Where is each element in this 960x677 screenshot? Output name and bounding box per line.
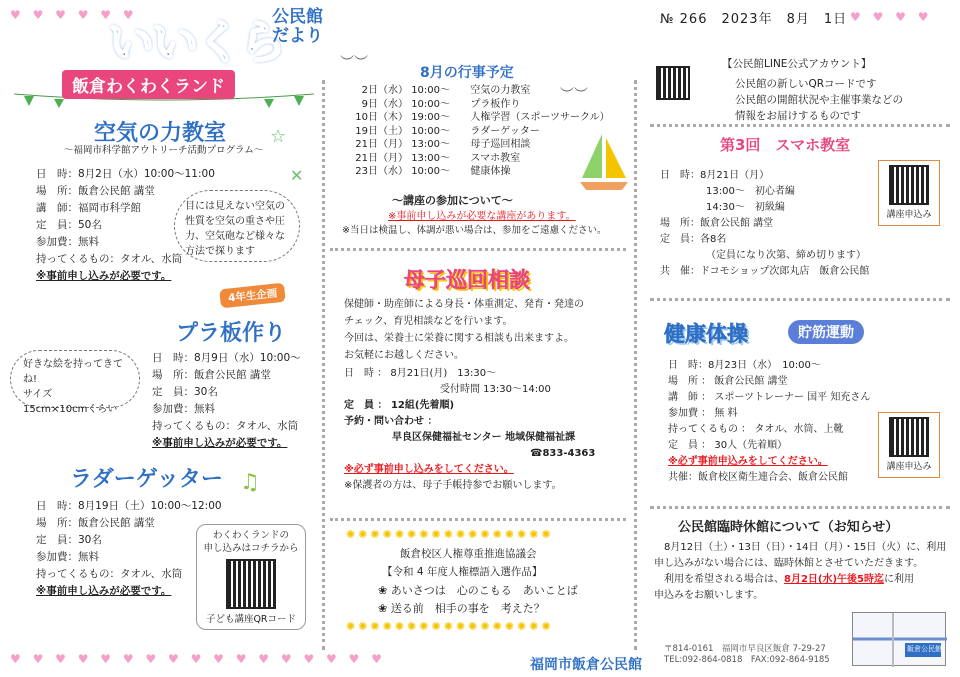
section-divider [650, 298, 950, 301]
kenko-qr-code[interactable] [889, 417, 929, 457]
footer-name: 福岡市飯倉公民館 [530, 657, 642, 673]
newsletter-logo: いいくら [108, 15, 284, 69]
sunflower-decoration: ✺✺✺✺✺✺✺✺✺✺✺✺✺✺✺✺✺ [346, 528, 554, 541]
air-class-subtitle: ～福岡市科学館アウトリーチ活動プログラム～ [64, 145, 264, 156]
kenko-tag: 貯筋運動 [788, 320, 864, 344]
footer-address: 〒814-0161 福岡市早良区飯倉 7-29-27 TEL:092-864-0818 FAX:092-864-9185 [664, 644, 830, 665]
wakuwaku-qr-box: わくわくランドの 申し込みはコチラから 子ども講座QRコード [196, 524, 306, 630]
wakuwaku-banner: 飯倉わくわくランド [62, 70, 235, 99]
section-divider [650, 124, 950, 127]
section-divider [330, 248, 626, 251]
notice-title: ～講座の参加について～ [392, 194, 513, 207]
column-divider [322, 80, 325, 650]
sumaho-qr-box: 講座申込み [878, 160, 940, 226]
schedule-title: 8月の行事予定 [420, 65, 514, 81]
sailboat-icon [578, 130, 630, 194]
sunflower-decoration: ✺✺✺✺✺✺✺✺✺✺✺✺✺✺✺✺✺ [346, 620, 554, 633]
grade4-tag: 4年生企画 [219, 283, 286, 309]
pla-title: プラ板作り [176, 321, 287, 346]
air-class-details: 日 時：8月2日（水）10:00～11:00 場 所：飯倉公民館 講堂 講 師：福岡市科学館 定 員：50名 参加費：無料 持ってくるもの：タオル、水筒 ※事前申し込みが必要です。 [36, 168, 215, 282]
jinken-subtitle: 【令和 4 年度人権標語入選作品】 [382, 566, 543, 578]
kenko-title: 健康体操 [664, 322, 748, 346]
jinken-slogan-2: ❀ 送る前 相手の事を 考えた？ [378, 602, 545, 615]
section-divider [330, 518, 626, 521]
sumaho-title: 第3回 スマホ教室 [720, 136, 851, 154]
schedule-list: 2日（水） 10:00～ 空気の力教室 9日（水） 10:00～ プラ板作り 10日（木） 19:00～ 人権学習（スポーツサークル） 19日（土） 10:00～ ラダーゲッター 21日（月） 13:00～ 母子巡回相談 21日（月） 13:00～ スマホ教室 23日（水） 10:00～ 健康体操 [355, 85, 610, 177]
issue-info: № 266 2023年 8月 1日 [660, 12, 848, 27]
line-title: 【公民館LINE公式アカウント】 [722, 58, 872, 70]
ladder-details: 日 時：8月19日（土）10:00～12:00 場 所：飯倉公民館 講堂 定 員：30名 参加費：無料 持ってくるもの：タオル、水筒 ※事前申し込みが必要です。 [36, 500, 222, 597]
music-note-icon: ♫ [240, 470, 260, 495]
boshi-details: 日 時 ： 8月21日(月) 13:30～ 受付時間 13:30～14:00 定 員 ： 12組(先着順) 予約・問い合わせ ： 早良区保健福祉センター 地域保健福祉課 ☎833-4363 ※必ず事前申し込みをしてください。 ※保護者の方は、母子手帳持参でお願いします。 [344, 368, 596, 491]
star-icon: ☆ [270, 126, 287, 147]
map-image: 飯倉公民館 [852, 612, 946, 666]
kenko-qr-box: 講座申込み [878, 412, 940, 478]
sumaho-qr-code[interactable] [889, 165, 929, 205]
section-divider [650, 506, 950, 509]
boshi-description: 保健師・助産師による身長・体重測定、発育・発達の チェック、育児相談などを行います。 今回は、栄養士に栄養に関する相談も出来ますよ。 お気軽にお越しください。 [344, 299, 584, 361]
jinken-slogan-1: ❀ あいさつは 心のこもる あいことば [378, 584, 578, 597]
wakuwaku-qr-code[interactable] [226, 559, 276, 609]
logo-sub: 公民館 だより [272, 7, 323, 46]
notice-line-2: ※当日は検温し、体調が悪い場合は、参加をご遠慮ください。 [342, 225, 607, 236]
sumaho-details: 日 時：8月21日（月） 13:00～ 初心者編 14:30～ 初級編 場 所：飯倉公民館 講堂 定 員：各8名 （定員になり次第、締め切ります） 共 催：ドコモショップ次郎丸店 飯倉公民館 [660, 170, 870, 277]
kenko-details: 日 時：8月23日（水） 10:00～ 場 所 ： 飯倉公民館 講堂 講 師 ： スポーツトレーナー 国平 知充さん 参加費 ： 無 料 持ってくるもの ： タオル、水筒、上靴 定 員 ： 30人（先着順） ※必ず事前申込みをしてください。 共催：飯倉校区衛生連合会、飯倉公民館 [668, 360, 871, 483]
closure-text: 8月12日（土）・13日（日）・14日（月）・15日（火）に、利用 申し込みがない場合には、臨時休館とさせていただきます。 利用を希望される場合は、8月2日(水)午後5時迄に利用 申込みをお願いします。 [654, 542, 947, 601]
gull-icon: ︶︶ [560, 87, 588, 103]
line-qr-code[interactable] [656, 66, 690, 100]
line-description: 公民館の新しいQRコードです 公民館の開館状況や主催事業などの 情報をお届けするものです [735, 78, 903, 122]
heart-decoration: ♥ ♥ ♥ ♥ ♥ ♥ ♥ ♥ ♥ ♥ ♥ ♥ ♥ ♥ ♥ ♥ ♥ [10, 652, 386, 666]
ladder-title: ラダーゲッター [70, 467, 223, 492]
column-divider [634, 80, 637, 650]
air-class-cloud: 目には見えない空気の 性質を空気の重さや圧 力、空気砲など様々な 方法で探ります [174, 190, 300, 262]
notice-line-1: ※事前申し込みが必要な講座があります。 [388, 211, 576, 222]
heart-decoration: ♥ ♥ ♥ ♥ ♥ ♥ [10, 8, 138, 22]
air-class-title: 空気の力教室 [94, 121, 227, 146]
star-icon: ✕ [290, 166, 304, 185]
boshi-title: 母子巡回相談 [404, 264, 530, 294]
jinken-title: 飯倉校区人権尊重推進協議会 [400, 548, 537, 560]
pla-cloud: 好きな絵を持ってきてね! サイズ 15cm×10cmくらい [10, 350, 140, 408]
closure-title: 公民館臨時休館について（お知らせ） [678, 520, 899, 535]
gull-icon: ︶︶ [340, 55, 368, 71]
pla-details: 日 時：8月9日（水）10:00～ 場 所：飯倉公民館 講堂 定 員：30名 参加費：無料 持ってくるもの：タオル、水筒 ※事前申し込みが必要です。 [152, 352, 301, 449]
heart-decoration: ♥ ♥ ♥ ♥ [850, 10, 933, 24]
